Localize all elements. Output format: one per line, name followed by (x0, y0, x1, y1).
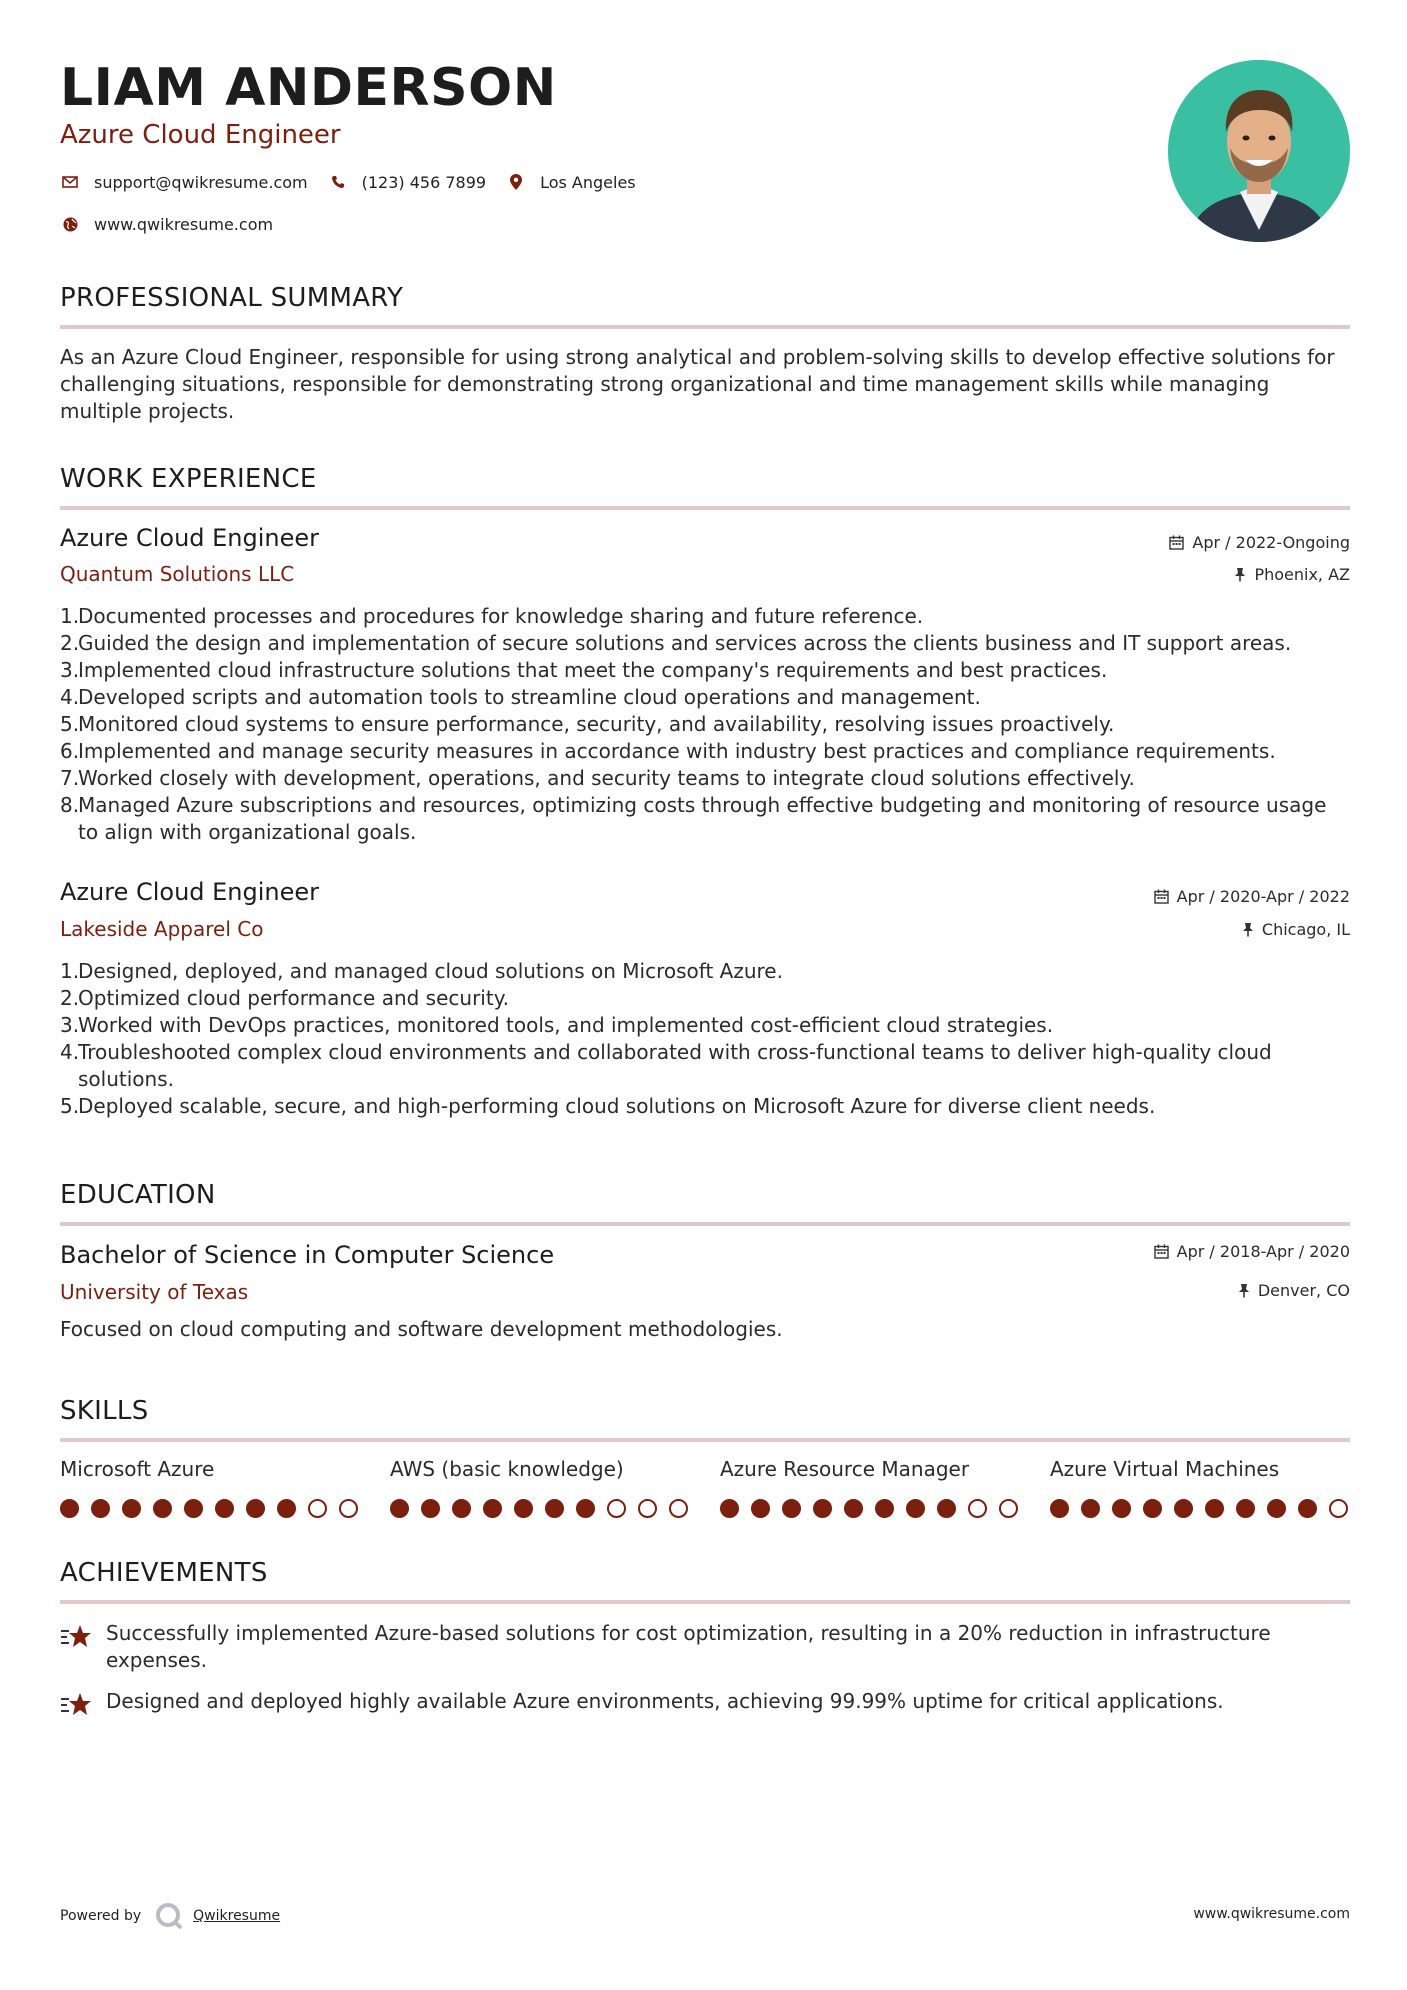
globe-icon (60, 214, 80, 234)
rating-dot-empty (1329, 1499, 1348, 1518)
pushpin-icon (1242, 922, 1254, 937)
contact-row-1 (60, 172, 656, 192)
profile-photo (1168, 60, 1350, 242)
qwikresume-link[interactable]: Qwikresume (193, 1908, 281, 1924)
rating-dot-filled (576, 1499, 595, 1518)
rating-dot-filled (153, 1499, 172, 1518)
location-pin-icon (506, 172, 526, 192)
list-item: 4. Developed scripts and automation tools to streamline cloud operations and management. (60, 685, 981, 709)
summary-text: As an Azure Cloud Engineer, responsible for using strong analytical and problem-solving skills to develop effective solutions for challenging situations, responsible for demonstrating strong organizational and time management skills while managing multiple projects. (60, 345, 1335, 423)
rating-dot-filled (1298, 1499, 1317, 1518)
rating-dot-filled (390, 1499, 409, 1518)
rating-dot-filled (514, 1499, 533, 1518)
achievement-text: Designed and deployed highly available Azure environments, achieving 99.99% uptime for critical applications. (106, 1689, 1224, 1713)
rating-dot-empty (339, 1499, 358, 1518)
job-bullets (60, 958, 1350, 1120)
phone-icon (328, 172, 348, 192)
footer-website-link[interactable]: www.qwikresume.com (1193, 1906, 1350, 1922)
company-name: Quantum Solutions LLC (60, 562, 295, 586)
rating-dot-filled (421, 1499, 440, 1518)
job-location-text: Phoenix, AZ (1254, 565, 1350, 584)
list-item: 5. Deployed scalable, secure, and high-performing cloud solutions on Microsoft Azure for diverse client needs. (60, 1094, 1156, 1118)
rating-dot-filled (483, 1499, 502, 1518)
rating-dot-filled (937, 1499, 956, 1518)
rating-dot-empty (308, 1499, 327, 1518)
job-dates (1169, 533, 1350, 552)
rating-dot-filled (1050, 1499, 1069, 1518)
rating-dot-filled (1205, 1499, 1224, 1518)
pushpin-icon (1238, 1283, 1250, 1298)
job-location (1234, 565, 1350, 584)
rating-dot-filled (215, 1499, 234, 1518)
qwikresume-logo-icon (155, 1902, 183, 1930)
website-link[interactable]: www.qwikresume.com (94, 214, 274, 234)
rating-dot-filled (184, 1499, 203, 1518)
job-title: Azure Cloud Engineer (60, 524, 320, 552)
rating-dot-empty (669, 1499, 688, 1518)
contact-row-2 (60, 214, 293, 234)
rating-dot-filled (813, 1499, 832, 1518)
list-item: 4. Troubleshooted complex cloud environments and collaborated with cross-functional teams to deliver high-quality cloud solutions. (60, 1040, 1272, 1091)
rating-dot-filled (1236, 1499, 1255, 1518)
achievement-star-icon (60, 1688, 106, 1725)
achievement-item (60, 1620, 1350, 1674)
section-heading-experience: WORK EXPERIENCE (60, 464, 1350, 510)
rating-dot-filled (1143, 1499, 1162, 1518)
rating-dot-filled (1174, 1499, 1193, 1518)
rating-dot-filled (751, 1499, 770, 1518)
school-name: University of Texas (60, 1280, 249, 1304)
job-location-text: Chicago, IL (1261, 920, 1350, 939)
list-item: 2. Optimized cloud performance and security. (60, 986, 510, 1010)
rating-dot-empty (638, 1499, 657, 1518)
rating-dot-empty (968, 1499, 987, 1518)
skill-item (1050, 1457, 1350, 1518)
skill-item (720, 1457, 1020, 1518)
rating-dot-filled (452, 1499, 471, 1518)
pushpin-icon (1234, 567, 1246, 582)
skill-item (60, 1457, 360, 1518)
rating-dot-filled (545, 1499, 564, 1518)
achievement-item (60, 1688, 1350, 1725)
skill-item (390, 1457, 690, 1518)
education-location (1238, 1281, 1350, 1300)
skill-rating (720, 1499, 1020, 1518)
list-item: 5. Monitored cloud systems to ensure performance, security, and availability, resolving issues proactively. (60, 712, 1115, 736)
job-location (1242, 920, 1350, 939)
rating-dot-empty (607, 1499, 626, 1518)
education-dates (1154, 1242, 1350, 1261)
section-heading-achievements: ACHIEVEMENTS (60, 1558, 1350, 1604)
skill-rating (60, 1499, 360, 1518)
job-dates (1154, 887, 1350, 906)
calendar-icon (1154, 1244, 1169, 1259)
job-bullets (60, 603, 1350, 846)
rating-dot-filled (782, 1499, 801, 1518)
list-item: 8. Managed Azure subscriptions and resources, optimizing costs through effective budgeting and monitoring of resource usage to align with organizational goals. (60, 793, 1327, 844)
list-item: 7. Worked closely with development, operations, and security teams to integrate cloud solutions effectively. (60, 766, 1135, 790)
rating-dot-filled (246, 1499, 265, 1518)
calendar-icon (1154, 889, 1169, 904)
phone-number: (123) 456 7899 (361, 172, 487, 192)
degree-title: Bachelor of Science in Computer Science (60, 1241, 555, 1269)
rating-dot-filled (720, 1499, 739, 1518)
list-item: 3. Worked with DevOps practices, monitored tools, and implemented cost-efficient cloud strategies. (60, 1013, 1054, 1037)
rating-dot-filled (1112, 1499, 1131, 1518)
rating-dot-filled (1081, 1499, 1100, 1518)
achievement-text: Successfully implemented Azure-based solutions for cost optimization, resulting in a 20% reduction in infrastructure expenses. (106, 1621, 1271, 1672)
job-dates-text: Apr / 2020-Apr / 2022 (1176, 887, 1350, 906)
list-item: 3. Implemented cloud infrastructure solutions that meet the company's requirements and best practices. (60, 658, 1108, 682)
calendar-icon (1169, 535, 1184, 550)
section-heading-education: EDUCATION (60, 1180, 1350, 1226)
skill-name: AWS (basic knowledge) (390, 1457, 624, 1481)
education-description: Focused on cloud computing and software development methodologies. (60, 1317, 783, 1341)
footer-powered-by (60, 1902, 280, 1930)
skill-name: Azure Virtual Machines (1050, 1457, 1280, 1481)
skill-name: Microsoft Azure (60, 1457, 215, 1481)
list-item: 6. Implemented and manage security measures in accordance with industry best practices and compliance requirements. (60, 739, 1276, 763)
education-location-text: Denver, CO (1257, 1281, 1350, 1300)
resume-page (60, 0, 1350, 1990)
rating-dot-filled (91, 1499, 110, 1518)
skill-name: Azure Resource Manager (720, 1457, 970, 1481)
skill-rating (1050, 1499, 1350, 1518)
email-link[interactable]: support@qwikresume.com (94, 172, 308, 192)
achievement-star-icon (60, 1620, 106, 1674)
skill-rating (390, 1499, 690, 1518)
list-item: 2. Guided the design and implementation of secure solutions and services across the clients business and IT support areas. (60, 631, 1292, 655)
rating-dot-filled (60, 1499, 79, 1518)
rating-dot-filled (875, 1499, 894, 1518)
education-dates-text: Apr / 2018-Apr / 2020 (1176, 1242, 1350, 1261)
company-name: Lakeside Apparel Co (60, 917, 264, 941)
job-dates-text: Apr / 2022-Ongoing (1192, 533, 1350, 552)
candidate-name: LIAM ANDERSON (60, 58, 557, 118)
rating-dot-filled (906, 1499, 925, 1518)
list-item: 1. Designed, deployed, and managed cloud solutions on Microsoft Azure. (60, 959, 783, 983)
rating-dot-empty (999, 1499, 1018, 1518)
section-heading-summary: PROFESSIONAL SUMMARY (60, 283, 1350, 329)
list-item: 1. Documented processes and procedures for knowledge sharing and future reference. (60, 604, 924, 628)
rating-dot-filled (844, 1499, 863, 1518)
location-text: Los Angeles (540, 172, 636, 192)
envelope-icon (60, 172, 80, 192)
rating-dot-filled (122, 1499, 141, 1518)
section-heading-skills: SKILLS (60, 1396, 1350, 1442)
powered-by-label: Powered by (60, 1908, 142, 1924)
rating-dot-filled (1267, 1499, 1286, 1518)
candidate-title: Azure Cloud Engineer (60, 120, 341, 150)
job-title: Azure Cloud Engineer (60, 878, 320, 906)
rating-dot-filled (277, 1499, 296, 1518)
